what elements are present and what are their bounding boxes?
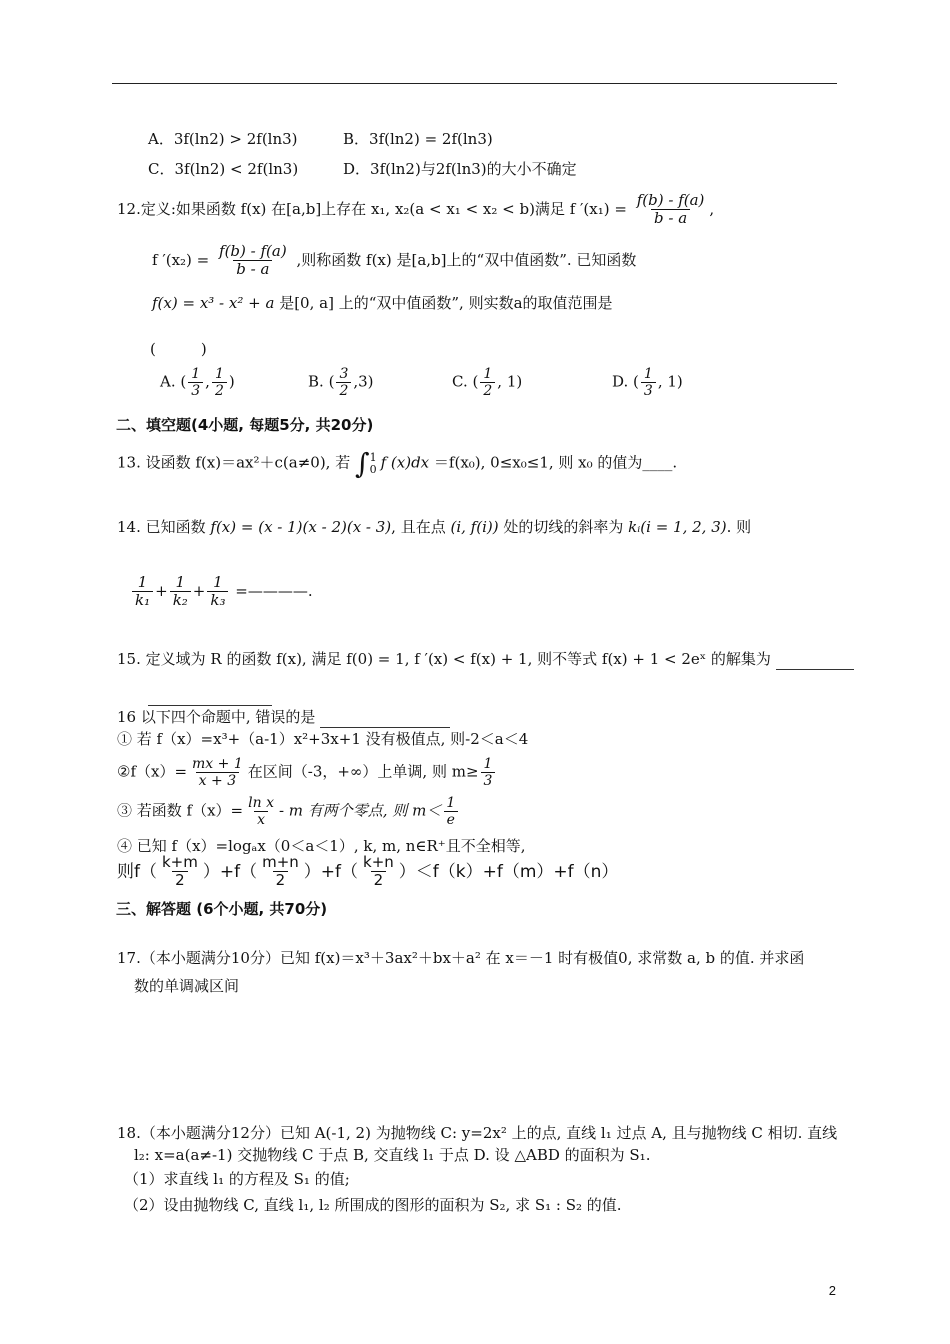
den: 2	[212, 382, 227, 399]
q12-opt-c-frac	[480, 366, 495, 399]
q11-option-b: B．3f(ln2) = 2f(ln3)	[343, 130, 493, 148]
q12-option-d	[612, 366, 683, 399]
q12-opt-c-paren: (	[472, 372, 479, 391]
num: 1	[483, 366, 493, 382]
den: 2	[273, 871, 289, 889]
den: e	[444, 811, 458, 828]
den: 2	[371, 871, 387, 889]
q14-point: (i, f(i))	[450, 518, 499, 536]
q15-text: 15. 定义域为 R 的函数 f(x), 满足 f(0) = 1, f ′(x) < f(x) + 1, 则不等式 f(x) + 1 < 2eˣ 的解集为	[117, 650, 771, 668]
page-number: 2	[828, 1283, 836, 1298]
q11-option-c: C．3f(ln2) < 2f(ln3)	[148, 160, 299, 178]
q12-func-expr: f(x) = x³ - x² + a	[152, 294, 275, 312]
q16-statement-2	[117, 756, 497, 789]
q15-line2	[148, 686, 272, 706]
q14-post: 处的切线的斜率为	[503, 518, 624, 536]
q12-fraction-1	[634, 192, 708, 228]
q14-end: . 则	[726, 518, 752, 536]
q11-option-a: A．3f(ln2) > 2f(ln3)	[148, 130, 298, 148]
q15-answer-blank	[776, 650, 854, 670]
q16-statement-3	[117, 795, 460, 828]
q17-line1: 17.（本小题满分10分）已知 f(x)＝x³＋3ax²＋bx＋a² 在 x＝－1 时有极值0, 求常数 a, b 的值. 并求函	[117, 949, 805, 967]
q13-line	[117, 446, 677, 481]
q12-line2-post: ,则称函数 f(x) 是[a,b]上的“双中值函数”. 已知函数	[296, 250, 637, 269]
q16-s2-frac2	[481, 756, 496, 789]
q12-opt-c-close: , 1)	[497, 372, 523, 391]
q14-k: kᵢ(i = 1, 2, 3)	[628, 518, 727, 536]
q14-line2: $\frac{1}{\text{k₁}}$ + $\frac{1}{\text{k₂}}$ + $\frac{1}{\text{k₃}}$ =————.	[130, 574, 313, 610]
q12-option-c	[452, 366, 522, 399]
den: 3	[481, 772, 496, 789]
den: 2	[172, 871, 188, 889]
q12-opt-a-frac2	[212, 366, 227, 399]
q12-opt-b-frac	[336, 366, 351, 399]
num: 1	[213, 573, 223, 591]
q16-s3-mid: - m 有两个零点, 则 m＜	[278, 801, 442, 820]
q15-line1	[117, 650, 854, 670]
q12-opt-b-label: B.	[308, 372, 324, 391]
q14-tail: =————.	[235, 581, 313, 600]
q12-line2-pre: f ′(x₂) =	[152, 250, 210, 269]
q16-s4b-post: ）＜f（k）+f（m）+f（n）	[398, 861, 619, 882]
den: 3	[188, 382, 203, 399]
q13-lower: 0	[369, 462, 377, 476]
q14-frac-3	[207, 574, 228, 610]
q14-line1	[117, 518, 751, 537]
q12-opt-d-label: D.	[612, 372, 629, 391]
q18-part1: （1）求直线 l₁ 的方程及 S₁ 的值;	[124, 1170, 350, 1188]
num: 1	[483, 756, 493, 772]
q12-frac1-den: b - a	[651, 209, 690, 227]
q16-s4b-frac1	[159, 854, 201, 890]
num: 1	[137, 573, 148, 591]
q12-line1-text: 12.定义:如果函数 f(x) 在[a,b]上存在 x₁, x₂(a < x₁ < x₂ < b)满足 f ′(x₁) =	[117, 199, 627, 218]
q12-opt-d-paren: (	[633, 372, 639, 391]
q16-s2-frac	[189, 756, 246, 789]
num: k+n	[363, 853, 394, 871]
num: 3	[339, 366, 349, 382]
num: 1	[175, 573, 186, 591]
q12-option-a: A. ( $\frac{1}{3}$ , $\frac{1}{2}$ )	[160, 366, 235, 400]
q16-s4b-frac3	[360, 854, 397, 890]
num: mx + 1	[192, 756, 243, 772]
q15-answer-blank-2	[148, 686, 272, 706]
q12-opt-b-close: ,3)	[353, 372, 374, 391]
q16-statement-4b	[117, 854, 618, 890]
den: k₁	[132, 591, 153, 609]
q12-frac2-den: b - a	[233, 260, 272, 278]
q16-title: 16 以下四个命题中, 错误的是	[117, 708, 316, 726]
integral-sign-icon: ∫	[355, 447, 370, 480]
section2-heading: 二、填空题(4小题, 每题5分, 共20分)	[116, 416, 374, 434]
num: ln x	[248, 795, 274, 811]
q16-s2-pre: ②f（x）=	[117, 762, 188, 781]
den: 2	[480, 382, 495, 399]
q13-post: ＝f(x₀), 0≤x₀≤1, 则 x₀ 的值为____.	[433, 453, 678, 472]
q14-mid: , 且在点	[391, 518, 446, 536]
q16-statement-4: ④ 已知 f（x）=logₐx（0＜a＜1）, k, m, n∈R⁺且不全相等,	[117, 837, 526, 855]
q12-opt-a-close: )	[228, 372, 235, 391]
q12-opt-a-paren: (	[180, 372, 187, 391]
den: x + 3	[196, 772, 239, 789]
den: k₂	[170, 591, 191, 609]
q12-opt-a-frac1	[188, 366, 203, 399]
den: k₃	[207, 591, 228, 609]
num: 1	[446, 795, 456, 811]
q16-answer-blank	[320, 708, 450, 728]
q16-s3-frac2	[443, 795, 458, 828]
q18-line1: 18.（本小题满分12分）已知 A(-1, 2) 为抛物线 C: y=2x² 上的点, 直线 l₁ 过点 A, 且与抛物线 C 相切. 直线	[117, 1124, 838, 1142]
q17-line2: 数的单调减区间	[134, 977, 240, 995]
q16-s4b-pre: 则f（	[117, 861, 157, 882]
header-rule	[112, 83, 837, 84]
num: 1	[214, 366, 224, 382]
q13-limits	[370, 452, 377, 475]
q12-line1: 12.定义:如果函数 f(x) 在[a,b]上存在 x₁, x₂(a < x₁ < x₂ < b)满足 f ′(x₁) = $\frac{f(b) - f(a)}{b - a}$ ,	[117, 191, 715, 228]
q14-pre: 14. 已知函数	[117, 518, 206, 536]
q12-opt-d-close: , 1)	[657, 372, 683, 391]
q12-option-b	[308, 366, 374, 399]
q12-opt-a-label: A.	[160, 372, 176, 391]
q16-s3-frac	[245, 795, 277, 828]
q14-expr: f(x) = (x - 1)(x - 2)(x - 3)	[210, 518, 392, 536]
den: x	[254, 811, 268, 828]
q18-part2: （2）设由抛物线 C, 直线 l₁, l₂ 所围成的图形的面积为 S₂, 求 S₁ : S₂ 的值.	[124, 1196, 622, 1214]
num: 1	[191, 366, 201, 382]
q16-statement-1: ① 若 f（x）=x³+（a-1）x²+3x+1 没有极值点, 则-2＜a＜4	[117, 730, 529, 748]
q16-s4b-mid2: ）+f（	[303, 861, 359, 882]
q18-line2: l₂: x=a(a≠-1) 交抛物线 C 于点 B, 交直线 l₁ 于点 D. 设 △ABD 的面积为 S₁.	[134, 1146, 651, 1164]
den: 2	[336, 382, 351, 399]
num: k+m	[162, 853, 198, 871]
q12-opt-d-frac	[641, 366, 656, 399]
q13-upper: 1	[369, 450, 377, 464]
q11-option-d: D．3f(ln2)与2f(ln3)的大小不确定	[343, 160, 577, 178]
q14-frac-2	[170, 574, 191, 610]
q13-pre: 13. 设函数 f(x)＝ax²＋c(a≠0), 若	[117, 453, 351, 472]
q16-s2-mid: 在区间（-3，+∞）上单调, 则 m≥	[247, 762, 479, 781]
section3-heading: 三、解答题 (6个小题, 共70分)	[116, 900, 328, 918]
q12-fraction-2	[216, 243, 290, 279]
q12-answer-paren: ( )	[150, 340, 207, 358]
q16-s4b-frac2	[259, 854, 302, 890]
q12-line3	[152, 294, 613, 313]
den: 3	[641, 382, 656, 399]
q12-opt-b-paren: (	[328, 372, 335, 391]
q14-frac-1	[132, 574, 153, 610]
q16-s3-pre: ③ 若函数 f（x）=	[117, 801, 244, 820]
q12-line2	[152, 243, 636, 279]
q12-opt-c-label: C.	[452, 372, 468, 391]
q16-s4b-mid1: ）+f（	[202, 861, 258, 882]
num: 1	[643, 366, 653, 382]
q12-line3-text: 是[0, a] 上的“双中值函数”, 则实数a的取值范围是	[279, 294, 613, 312]
q12-frac1-num: f(b) - f(a)	[636, 191, 705, 209]
q16-title-line	[117, 708, 450, 728]
q12-frac2-num: f(b) - f(a)	[219, 242, 287, 260]
q13-integrand: f (x)dx	[380, 453, 430, 472]
num: m+n	[262, 853, 299, 871]
